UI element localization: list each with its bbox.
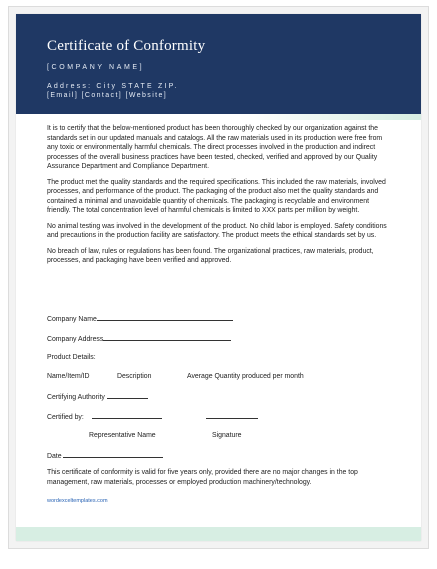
website-link[interactable]: wordexceltemplates.com <box>47 498 108 504</box>
company-name-field[interactable] <box>97 314 233 321</box>
address-line: Address: City STATE ZIP. <box>47 83 179 90</box>
certifying-authority-label: Certifying Authority <box>47 394 105 401</box>
date-field[interactable] <box>63 451 163 458</box>
company-name-placeholder: [COMPANY NAME] <box>47 64 145 71</box>
column-name-item-id: Name/Item/ID <box>47 373 90 380</box>
column-description: Description <box>117 373 152 380</box>
header-accent-strip <box>16 114 421 120</box>
representative-name-field[interactable] <box>92 412 162 419</box>
product-details-label: Product Details: <box>47 354 96 361</box>
company-name-row <box>47 314 233 323</box>
representative-name-label: Representative Name <box>89 432 156 439</box>
date-row <box>47 451 163 460</box>
certificate-page <box>16 14 421 541</box>
signature-label: Signature <box>212 432 242 439</box>
company-address-label: Company Address <box>47 336 104 343</box>
footer-accent-band <box>16 527 421 541</box>
date-label: Date <box>47 453 62 460</box>
product-columns-row <box>47 373 304 380</box>
signature-field[interactable] <box>206 412 258 419</box>
certifying-authority-field[interactable] <box>107 392 148 399</box>
certificate-body <box>47 124 391 272</box>
company-address-row <box>47 334 231 343</box>
certified-by-label: Certified by: <box>47 414 84 421</box>
contact-line: [Email] [Contact] [Website] <box>47 92 168 99</box>
company-name-label: Company Name <box>47 316 97 323</box>
validity-statement: This certificate of conformity is valid for five years only, provided there are no major changes in the top management, raw materials, processes or employed production machinery/technology. <box>47 469 358 486</box>
paragraph-quality: The product met the quality standards and the required specifications. This included the raw materials, involved processes, and performance of the product. The packaging of the product also met the quality standards and contained a minimal and unavoidable quantity of chemicals. The packaging is recyclable and environment friendly. The total concentration level of harmful chemicals is limited to XXX parts per million by weight. <box>47 178 386 214</box>
certifying-authority-row <box>47 392 148 401</box>
company-address-field[interactable] <box>103 334 231 341</box>
certified-by-row <box>47 412 258 421</box>
certificate-title: Certificate of Conformity <box>47 38 206 54</box>
column-average-quantity: Average Quantity produced per month <box>187 373 304 380</box>
certificate-header <box>16 14 421 114</box>
paragraph-ethics: No animal testing was involved in the development of the product. No child labor is employed. Safety conditions and precautions in the production facility are satisfactory. The product meets the ethical standards set by us. <box>47 222 387 239</box>
paragraph-certification: It is to certify that the below-mentioned product has been thoroughly checked by our organization against the standards set in our updated manuals and catalogs. All the raw materials used in its production were free from any toxic or environmentally harmful chemicals. The direct processes involved in the production and indirect processes of the overall business practices have been tested, checked, verified and approved by our Quality Assurance Department and Compliance Department. <box>47 125 383 170</box>
paragraph-compliance: No breach of law, rules or regulations has been found. The organizational practices, raw materials, product, processes, and packaging have been verified and approved. <box>47 247 374 264</box>
